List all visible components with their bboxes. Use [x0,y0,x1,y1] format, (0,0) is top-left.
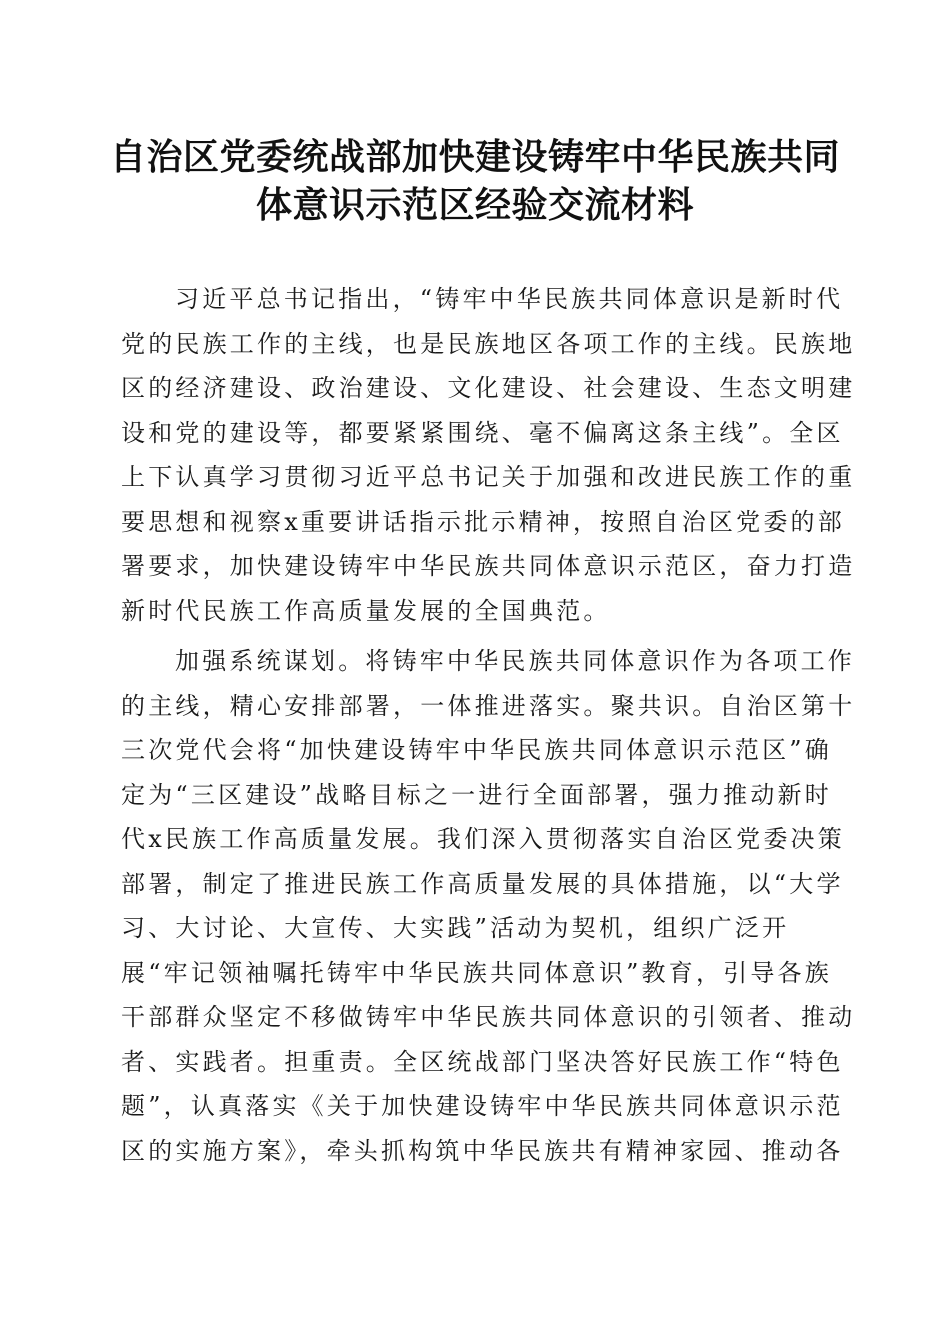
text-line: 区的经济建设、政治建设、文化建设、社会建设、生态文明建 [121,374,856,402]
text-line: 部署，制定了推进民族工作高质量发展的具体措施，以“大学 [121,869,844,898]
text-line: 设和党的建设等，都要紧紧围绕、毫不偏离这条主线”。全区 [121,418,844,447]
text-line: 新时代民族工作高质量发展的全国典范。 [121,596,611,625]
text-line: 的主线，精心安排部署，一体推进落实。聚共识。自治区第十 [121,691,856,720]
text-line: 区的实施方案》，牵头抓构筑中华民族共有精神家园、推动各 [121,1136,844,1165]
paragraph-1 [121,277,856,633]
text-line: 要思想和视察x重要讲话指示批示精神，按照自治区党委的部 [121,507,845,536]
text-line: 加强系统谋划。将铸牢中华民族共同体意识作为各项工作 [175,647,855,675]
text-line: 代x民族工作高质量发展。我们深入贯彻落实自治区党委决策 [121,825,845,853]
text-line: 上下认真学习贯彻习近平总书记关于加强和改进民族工作的重 [121,463,856,491]
paragraph-2 [121,639,856,1173]
text-line: 党的民族工作的主线，也是民族地区各项工作的主线。民族地 [121,329,856,358]
title-line-2: 体意识示范区经验交流材料 [255,184,694,226]
text-line: 习近平总书记指出，“铸牢中华民族共同体意识是新时代 [175,285,844,313]
text-line: 题”，认真落实《关于加快建设铸牢中华民族共同体意识示范 [121,1092,844,1120]
text-line: 署要求，加快建设铸牢中华民族共同体意识示范区，奋力打造 [121,552,856,580]
text-line: 三次党代会将“加快建设铸牢中华民族共同体意识示范区”确 [121,736,832,764]
title-line-1: 自治区党委统战部加快建设铸牢中华民族共同 [110,136,841,178]
document-title [110,133,840,229]
text-line: 习、大讨论、大宣传、大实践”活动为契机，组织广泛开 [121,914,790,942]
text-line: 者、实践者。担重责。全区统战部门坚决答好民族工作“特色 [121,1047,844,1076]
text-line: 定为“三区建设”战略目标之一进行全面部署，强力推动新时 [121,780,832,809]
text-line: 展“牢记领袖嘱托铸牢中华民族共同体意识”教育，引导各族 [121,958,832,987]
document-body [121,277,856,1179]
text-line: 干部群众坚定不移做铸牢中华民族共同体意识的引领者、推动 [121,1003,856,1031]
